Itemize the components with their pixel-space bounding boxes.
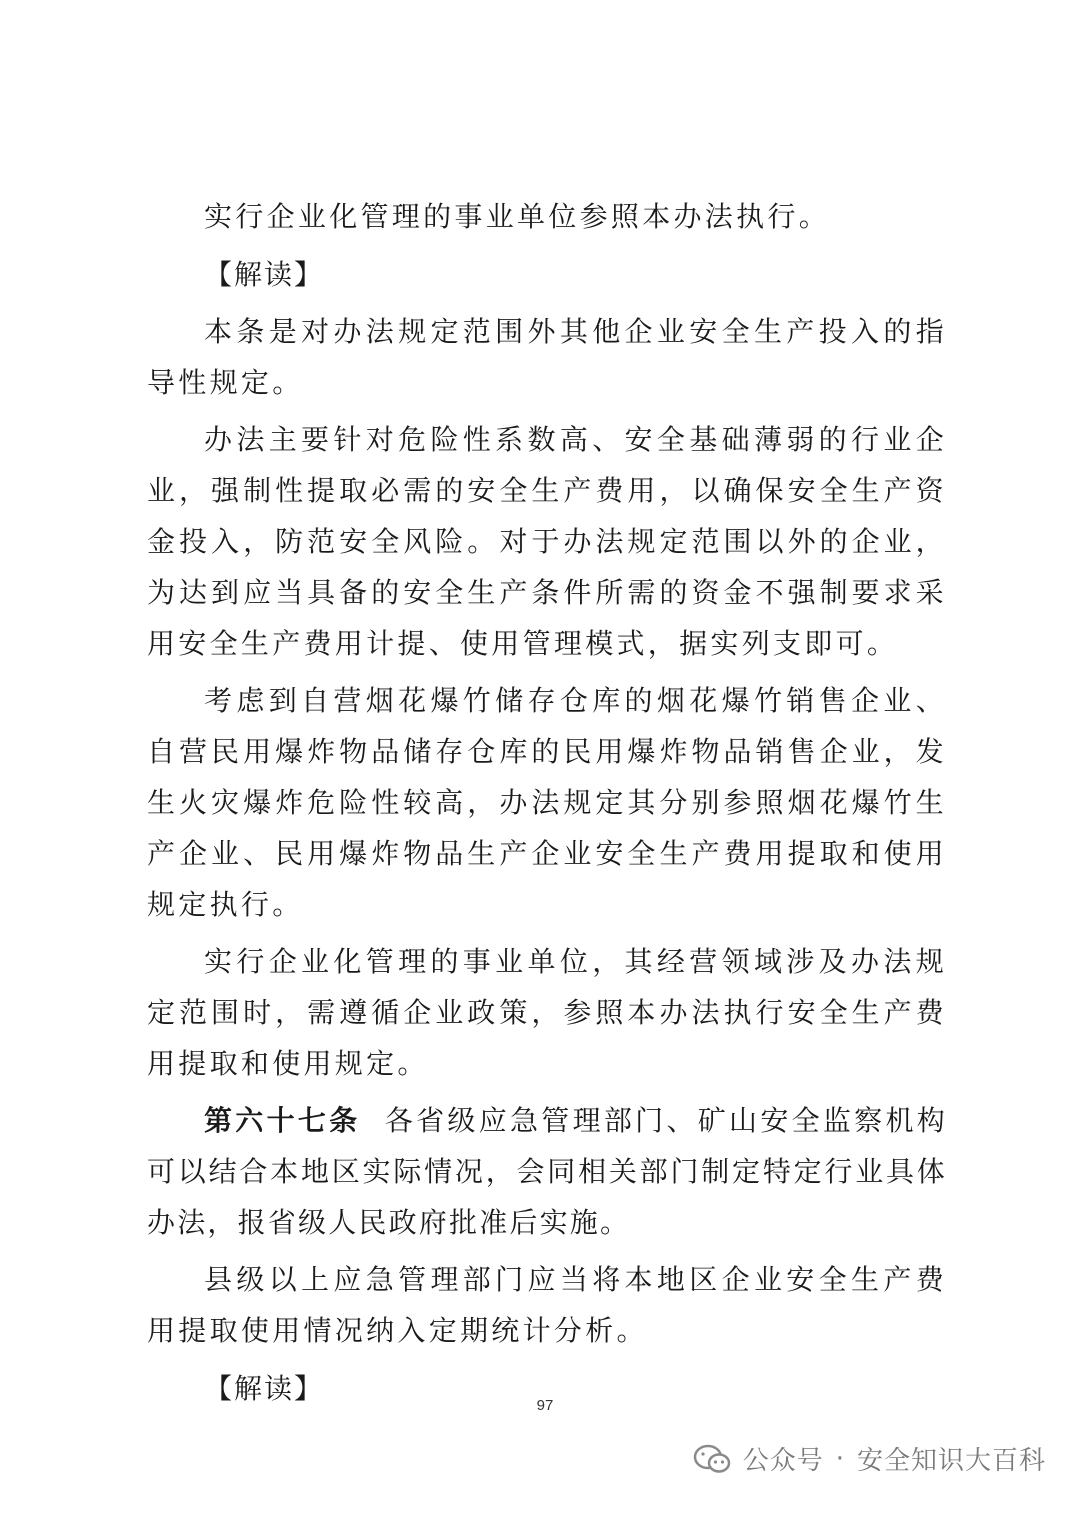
paragraph-5: 实行企业化管理的事业单位，其经营领域涉及办法规定范围时，需遵循企业政策，参照本办法执行安全生产费用提取和使用规定。 [147, 945, 947, 1080]
interpretation-heading-2: 【解读】 [204, 1372, 325, 1405]
watermark [693, 1440, 1046, 1477]
paragraph-4: 考虑到自营烟花爆竹储存仓库的烟花爆竹销售企业、自营民用爆炸物品储存仓库的民用爆炸物品销售企业，发生火灾爆炸危险性较高，办法规定其分别参照烟花爆竹生产企业、民用爆炸物品生产企业安全生产费用提取和使用规定执行。 [147, 684, 947, 921]
page-number: 97 [536, 1397, 554, 1414]
watermark-prefix: 公众号 [742, 1446, 824, 1476]
article-body: 各省级应急管理部门、矿山安全监察机构可以结合本地区实际情况，会同相关部门制定特定行业具体办法，报省级人民政府批准后实施。 [147, 1104, 947, 1239]
watermark-account-name: 安全知识大百科 [856, 1446, 1046, 1476]
paragraph-1: 实行企业化管理的事业单位参照本办法执行。 [204, 200, 831, 233]
document-body [147, 191, 947, 1414]
interpretation-heading-1: 【解读】 [204, 258, 325, 291]
wechat-official-account-icon [693, 1444, 731, 1474]
paragraph-3: 办法主要针对危险性系数高、安全基础薄弱的行业企业，强制性提取必需的安全生产费用，以确保安全生产资金投入，防范安全风险。对于办法规定范围以外的企业，为达到应当具备的安全生产条件所需的资金不强制要求采用安全生产费用计提、使用管理模式，据实列支即可。 [147, 423, 947, 660]
article-67 [147, 1095, 947, 1248]
watermark-separator: · [835, 1443, 845, 1474]
paragraph-2: 本条是对办法规定范围外其他企业安全生产投入的指导性规定。 [147, 315, 947, 399]
paragraph-6: 县级以上应急管理部门应当将本地区企业安全生产费用提取使用情况纳入定期统计分析。 [147, 1263, 947, 1347]
article-heading: 第六十七条 [204, 1104, 361, 1137]
